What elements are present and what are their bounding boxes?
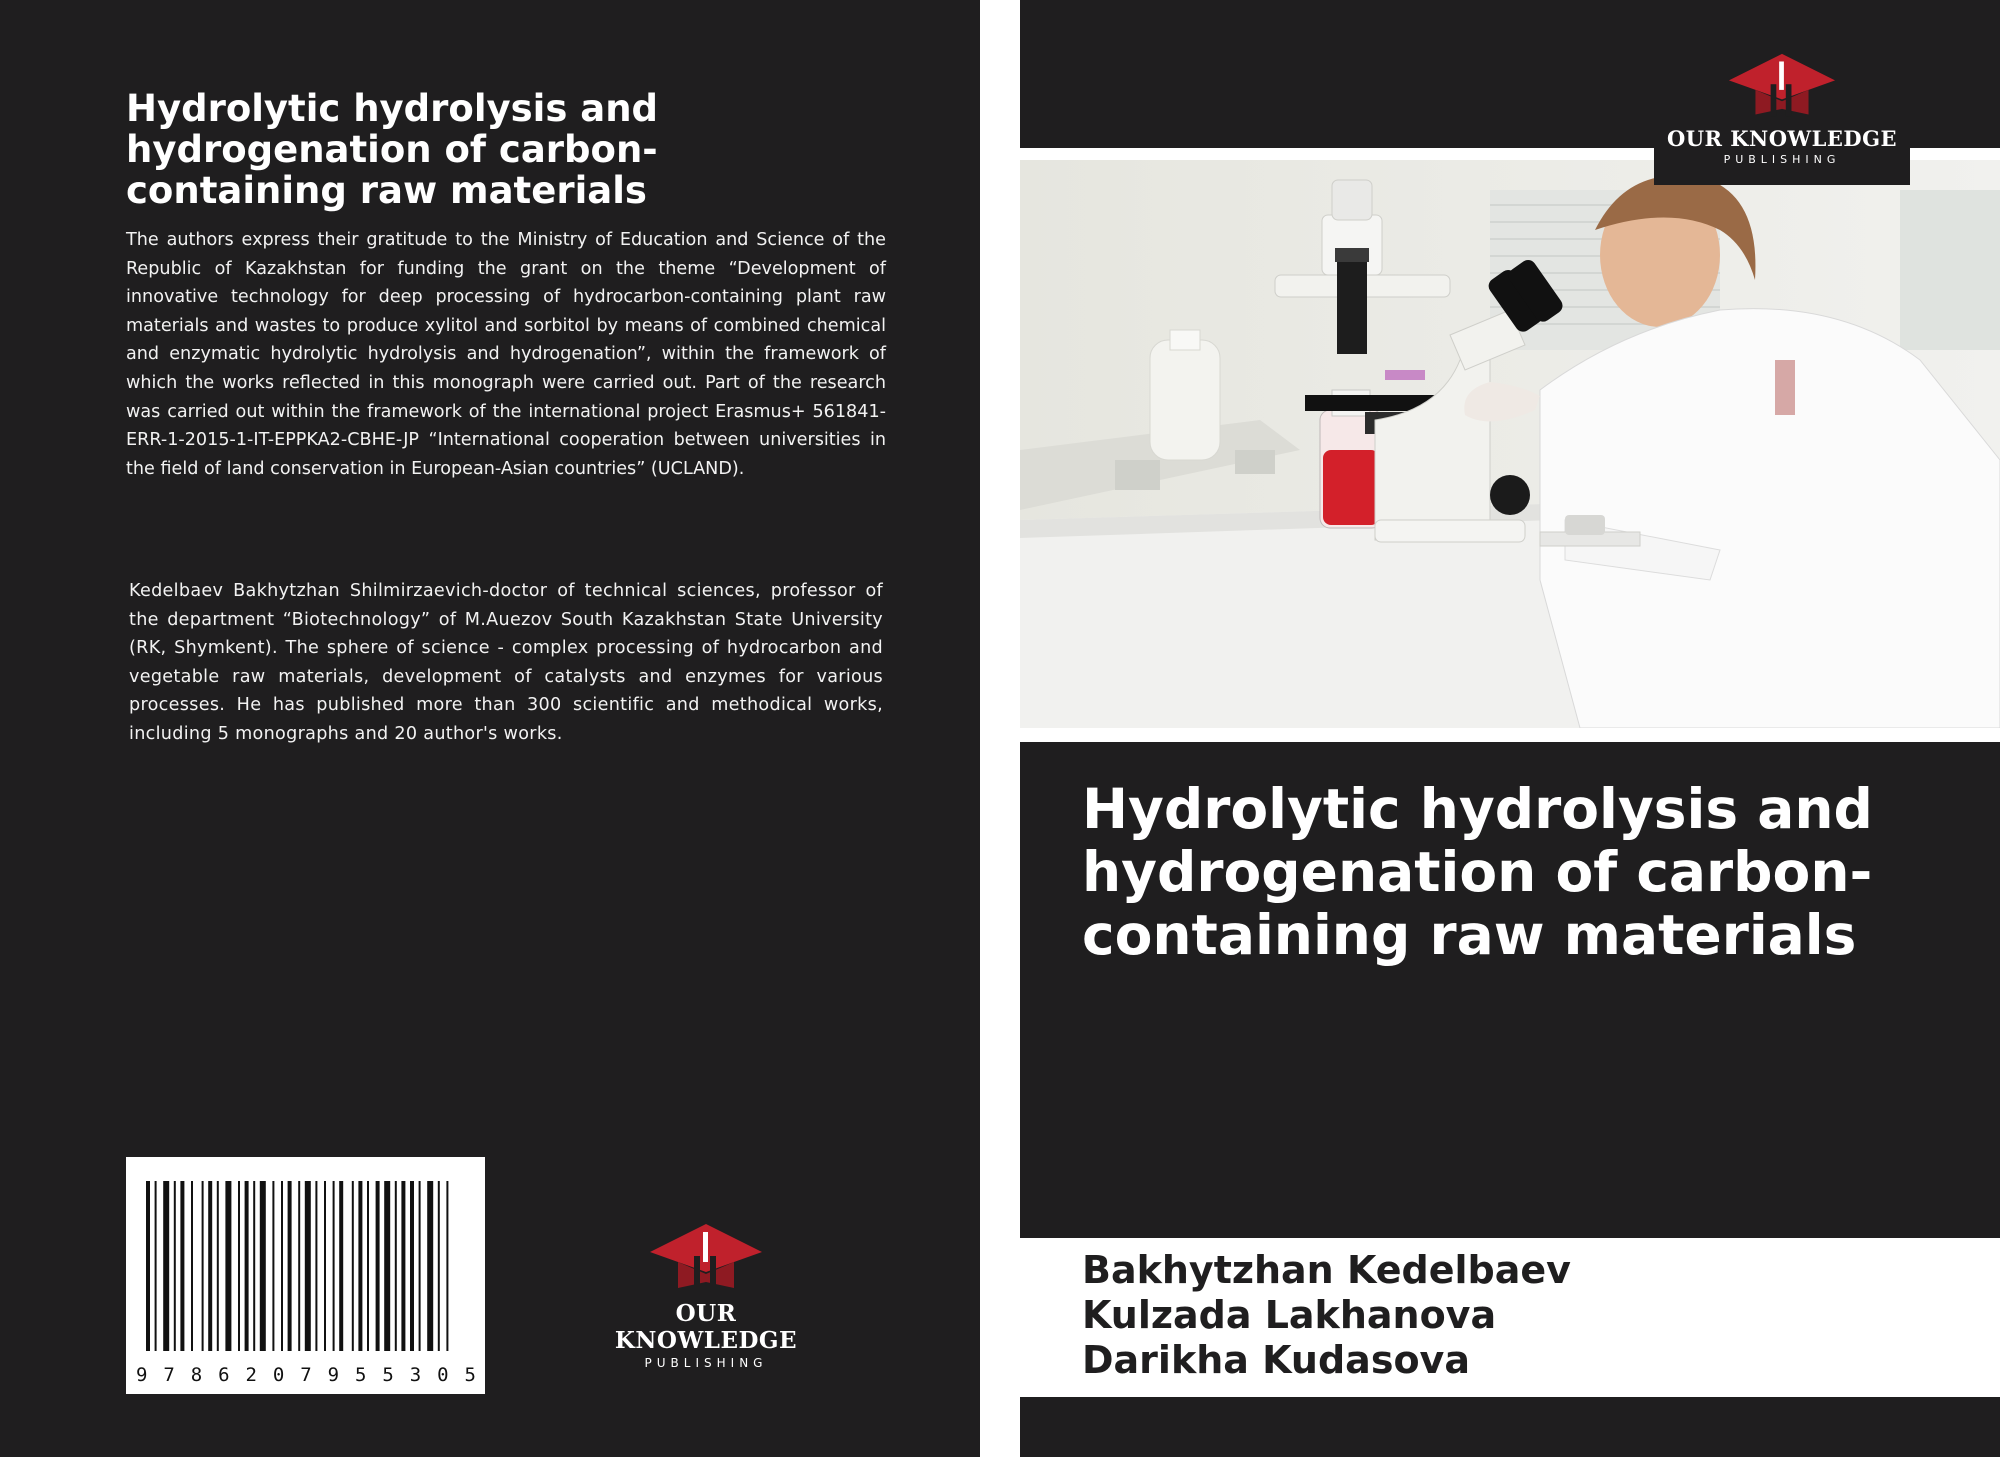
barcode-bar bbox=[281, 1181, 283, 1351]
barcode-bar bbox=[352, 1181, 354, 1351]
barcode-bar bbox=[225, 1181, 231, 1351]
isbn-digit: 3 bbox=[409, 1364, 422, 1386]
back-cover-blurb: The authors express their gratitude to the Ministry of Education and Science of the Republic of Kazakhstan for funding the grant on the theme “Development of innovative technology for deep processing of hydrocarbon-containing plant raw materials and wastes to produce xylitol and sorbitol by means of combined chemical and enzymatic hydrolytic hydrolysis and hydrogenation”, within the framework of which the works reflected in this monograph were carried out. Part of the research was carried out within the framework of the international project Erasmus+ 561841-ERR-1-2015-1-IT-EPPKA2-CBHE-JP “International cooperation between universities in the field of land conservation in European-Asian countries” (UCLAND). bbox=[126, 230, 886, 479]
barcode-bar bbox=[155, 1181, 157, 1351]
barcode-bar bbox=[324, 1181, 326, 1351]
barcode-bar bbox=[146, 1181, 150, 1351]
barcode-bar bbox=[333, 1181, 335, 1351]
isbn-digit: 6 bbox=[218, 1364, 230, 1386]
spine-gap bbox=[980, 0, 1020, 1457]
isbn-digit: 9 bbox=[136, 1364, 148, 1386]
barcode-bar bbox=[272, 1181, 274, 1351]
publisher-name: OUR KNOWLEDGE bbox=[614, 1300, 798, 1354]
microscope-lab-illustration bbox=[1020, 160, 2000, 728]
front-bottom-band bbox=[1020, 1397, 2000, 1457]
barcode-bar bbox=[315, 1181, 317, 1351]
barcode-bar bbox=[419, 1181, 421, 1351]
barcode-bar bbox=[202, 1181, 204, 1351]
barcode-bar bbox=[288, 1181, 292, 1351]
isbn-digit: 7 bbox=[163, 1364, 175, 1386]
barcode-bar bbox=[174, 1181, 176, 1351]
barcode-bar bbox=[253, 1181, 255, 1351]
barcode-bar bbox=[376, 1181, 380, 1351]
publisher-logo-back bbox=[586, 1222, 826, 1370]
barcode-bar bbox=[427, 1181, 433, 1351]
barcode-bar bbox=[208, 1181, 212, 1351]
barcode-bar bbox=[191, 1181, 193, 1351]
isbn-digit: 2 bbox=[245, 1364, 257, 1386]
barcode-bar bbox=[367, 1181, 369, 1351]
front-title-band bbox=[1020, 742, 2000, 1238]
back-cover-title: Hydrolytic hydrolysis and hydrogenation of carbon-containing raw materials bbox=[126, 87, 659, 212]
isbn-digit: 7 bbox=[300, 1364, 312, 1386]
barcode-bar bbox=[260, 1181, 266, 1351]
publisher-subtitle: PUBLISHING bbox=[1723, 153, 1841, 166]
isbn-digit: 9 bbox=[327, 1364, 340, 1386]
author-name: Darikha Kudasova bbox=[1082, 1338, 1470, 1382]
barcode-bar bbox=[339, 1181, 343, 1351]
front-cover bbox=[1020, 0, 2000, 1457]
isbn-barcode bbox=[126, 1157, 485, 1394]
back-cover bbox=[0, 0, 980, 1457]
author-bio: Kedelbaev Bakhytzhan Shilmirzaevich-doctor of technical sciences, professor of the department “Biotechnology” of M.Auezov South Kazakhstan State University (RK, Shymkent). The sphere of science - complex processing of hydrocarbon and vegetable raw materials, development of catalysts and enzymes for various processes. He has published more than 300 scientific and methodical works, including 5 monographs and 20 author's works. bbox=[129, 581, 883, 744]
front-cover-title: Hydrolytic hydrolysis and hydrogenation of carbon-containing raw materials bbox=[1082, 777, 1873, 967]
barcode-bar bbox=[305, 1181, 311, 1351]
author-list bbox=[1082, 1248, 1571, 1383]
scientist-microscope-photo bbox=[1020, 160, 2000, 728]
barcode-bar bbox=[180, 1181, 184, 1351]
barcode-bar bbox=[446, 1181, 448, 1351]
publisher-logo-box bbox=[1654, 0, 1910, 185]
graduation-cap-book-icon bbox=[1727, 52, 1837, 124]
barcode-bar bbox=[401, 1181, 405, 1351]
isbn-digit: 0 bbox=[272, 1364, 285, 1386]
isbn-digit: 8 bbox=[190, 1364, 203, 1386]
isbn-digit: 0 bbox=[437, 1364, 449, 1386]
barcode-bar bbox=[163, 1181, 169, 1351]
author-name: Kulzada Lakhanova bbox=[1082, 1293, 1497, 1337]
barcode-bars bbox=[146, 1181, 466, 1351]
barcode-bar bbox=[410, 1181, 414, 1351]
graduation-cap-book-icon bbox=[648, 1222, 764, 1298]
isbn-digit: 5 bbox=[464, 1364, 476, 1386]
barcode-bar bbox=[245, 1181, 249, 1351]
isbn-digit: 5 bbox=[355, 1364, 367, 1386]
barcode-bar bbox=[358, 1181, 362, 1351]
isbn-digit: 5 bbox=[382, 1364, 394, 1386]
publisher-subtitle: PUBLISHING bbox=[644, 1356, 768, 1370]
publisher-logo-front bbox=[1654, 52, 1910, 166]
barcode-bar bbox=[438, 1181, 440, 1351]
barcode-bar bbox=[384, 1181, 390, 1351]
barcode-bar bbox=[395, 1181, 397, 1351]
author-name: Bakhytzhan Kedelbaev bbox=[1082, 1248, 1571, 1292]
isbn-number bbox=[136, 1364, 476, 1386]
barcode-bar bbox=[238, 1181, 240, 1351]
barcode-bar bbox=[217, 1181, 219, 1351]
publisher-name: OUR KNOWLEDGE bbox=[1666, 126, 1898, 151]
barcode-bar bbox=[298, 1181, 300, 1351]
